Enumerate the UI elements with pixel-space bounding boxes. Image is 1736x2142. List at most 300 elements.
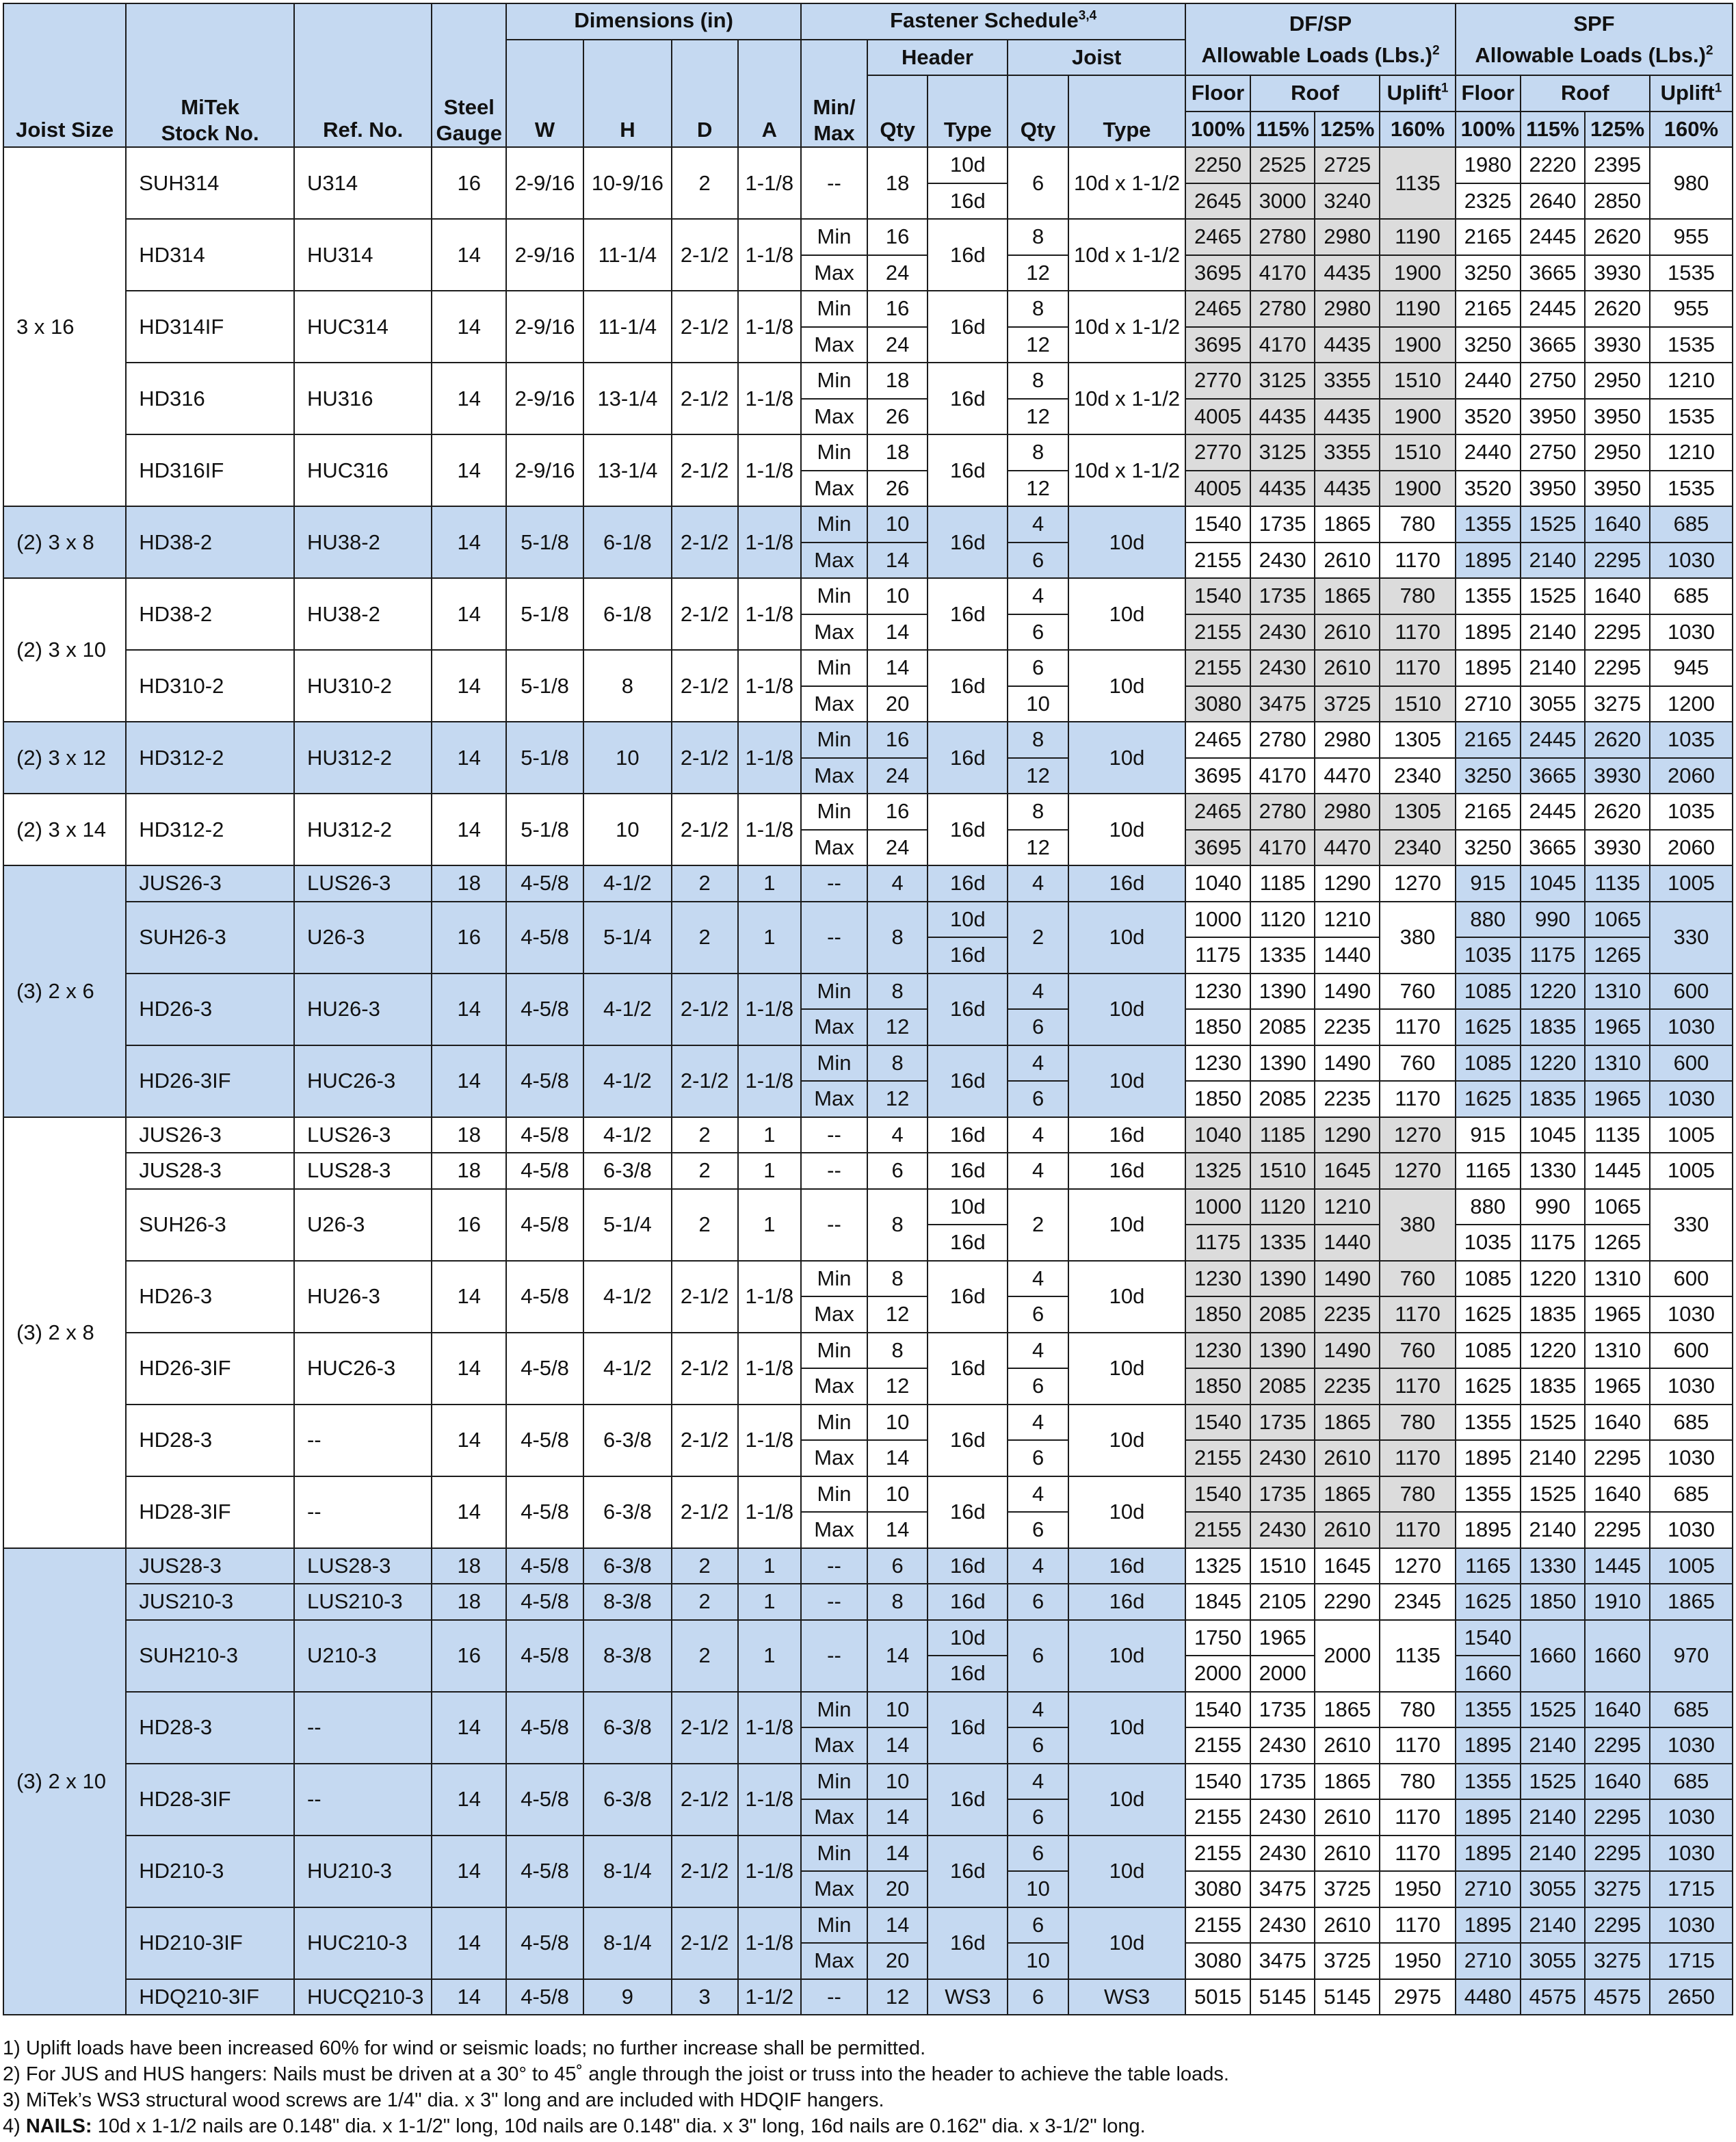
spf-uplift-cell: 1030: [1650, 1512, 1733, 1548]
joist-type-cell: 10d: [1068, 506, 1185, 578]
dfsp-load-cell: 2610: [1315, 650, 1380, 686]
gauge-cell: 14: [432, 363, 506, 434]
spf-load-cell: 1135: [1585, 1117, 1650, 1153]
dfsp-load-cell: 4435: [1315, 327, 1380, 363]
spf-load-cell: 1355: [1456, 1692, 1521, 1728]
spf-load-cell: 2140: [1521, 614, 1586, 651]
joist-qty-cell: 4: [1008, 1764, 1068, 1800]
dim-h-cell: 6-1/8: [583, 506, 672, 578]
dim-d-cell: 2-1/2: [672, 1692, 738, 1764]
dim-a-cell: 1-1/2: [738, 1979, 802, 2015]
dfsp-load-cell: 1490: [1315, 1261, 1380, 1297]
dfsp-load-cell: 2780: [1250, 794, 1315, 830]
joist-type-cell: 10d: [1068, 1405, 1185, 1476]
fastener-schedule-sup: 3,4: [1078, 8, 1097, 23]
joist-qty-cell: 12: [1008, 327, 1068, 363]
dfsp-uplift-cell: 780: [1380, 1476, 1456, 1513]
joist-type-cell: 10d: [1068, 1476, 1185, 1548]
stock-no-cell: HD316IF: [126, 434, 294, 506]
spf-load-cell: 2750: [1521, 363, 1586, 399]
dim-d-cell: 2: [672, 1117, 738, 1153]
spf-load-cell: 1835: [1521, 1368, 1586, 1405]
spf-header: [1456, 3, 1733, 75]
spf-load-cell: 1965: [1585, 1368, 1650, 1405]
spf-load-cell: 1330: [1521, 1153, 1586, 1189]
spf-load-cell: 880: [1456, 902, 1521, 938]
dim-h-cell: 6-3/8: [583, 1692, 672, 1764]
dim-d-cell: 2: [672, 902, 738, 974]
spf-uplift-cell: 685: [1650, 1764, 1733, 1800]
spf-load-cell: 1355: [1456, 1476, 1521, 1513]
dfsp-load-cell: 2980: [1315, 794, 1380, 830]
dim-w-cell: 2-9/16: [506, 434, 583, 506]
ref-no-cell: HU312-2: [294, 794, 432, 865]
spf-uplift-cell: 1035: [1650, 722, 1733, 758]
dim-d-cell: 2-1/2: [672, 1836, 738, 1907]
dfsp-load-cell: 4470: [1315, 758, 1380, 794]
min-max-cell: Min: [801, 974, 867, 1010]
dfsp-uplift-cell: 760: [1380, 1333, 1456, 1369]
ref-no-cell: HUC314: [294, 291, 432, 363]
gauge-cell: 14: [432, 506, 506, 578]
ref-no-cell: HUC26-3: [294, 1045, 432, 1117]
joist-qty-cell: 6: [1008, 1440, 1068, 1476]
dim-h-cell: 4-1/2: [583, 974, 672, 1045]
header-qty-cell: 24: [867, 830, 928, 866]
dfsp-load-cell: 1965: [1250, 1620, 1315, 1656]
ref-no-cell: HU38-2: [294, 506, 432, 578]
dfsp-load-cell: 1850: [1185, 1368, 1250, 1405]
header-qty-cell: 24: [867, 255, 928, 291]
spf-roof-header: Roof: [1521, 75, 1650, 112]
header-type-cell: WS3: [928, 1979, 1008, 2015]
dfsp-load-cell: 2770: [1185, 363, 1250, 399]
header-type-cell: 16d: [928, 578, 1008, 650]
spf-load-cell: 2140: [1521, 1727, 1586, 1764]
dim-h-cell: 10: [583, 722, 672, 794]
spf-uplift-cell: 685: [1650, 578, 1733, 614]
joist-type-cell: 10d x 1-1/2: [1068, 291, 1185, 363]
header-qty-cell: 26: [867, 471, 928, 507]
dfsp-load-cell: 2780: [1250, 219, 1315, 255]
header-qty-cell: 14: [867, 1799, 928, 1836]
spf-load-cell: 990: [1521, 902, 1586, 938]
gauge-cell: 14: [432, 974, 506, 1045]
dfsp-load-cell: 1390: [1250, 1261, 1315, 1297]
dim-a-cell: 1-1/8: [738, 506, 802, 578]
spf-load-cell: 1910: [1585, 1584, 1650, 1620]
spf-uplift-sup: 1: [1714, 81, 1722, 96]
dim-a-cell: 1-1/8: [738, 147, 802, 219]
header-qty-cell: 10: [867, 1764, 928, 1800]
spf-load-cell: 2140: [1521, 543, 1586, 579]
joist-type-cell: 10d: [1068, 1836, 1185, 1907]
dfsp-uplift-cell: 1900: [1380, 255, 1456, 291]
min-max-cell: Max: [801, 1799, 867, 1836]
spf-load-cell: 3055: [1521, 1871, 1586, 1907]
min-max-cell: --: [801, 865, 867, 902]
dfsp-load-cell: 1335: [1250, 1225, 1315, 1261]
dfsp-allowable-sup: 2: [1432, 43, 1440, 58]
spf-load-cell: 1175: [1521, 1225, 1586, 1261]
dfsp-load-cell: 1865: [1315, 1692, 1380, 1728]
dim-a-cell: 1-1/8: [738, 291, 802, 363]
joist-size-cell: (2) 3 x 8: [3, 506, 126, 578]
dfsp-load-cell: 1120: [1250, 902, 1315, 938]
dfsp-uplift-cell: 380: [1380, 1189, 1456, 1261]
min-max-cell: Min: [801, 1045, 867, 1082]
spf-uplift-cell: 970: [1650, 1620, 1733, 1692]
spf-uplift-header: [1650, 75, 1733, 112]
ref-no-cell: HU316: [294, 363, 432, 434]
dfsp-load-cell: 4435: [1250, 399, 1315, 435]
dim-d-cell: 2-1/2: [672, 1045, 738, 1117]
dfsp-load-cell: 2430: [1250, 1440, 1315, 1476]
spf-load-cell: 3250: [1456, 830, 1521, 866]
spf-load-cell: 2140: [1521, 1440, 1586, 1476]
dim-w-cell: 5-1/8: [506, 722, 583, 794]
spf-uplift-cell: 600: [1650, 1261, 1733, 1297]
ref-no-cell: HUC210-3: [294, 1907, 432, 1979]
dfsp-load-cell: 2610: [1315, 1727, 1380, 1764]
spf-load-cell: 2295: [1585, 1440, 1650, 1476]
min-max-cell: --: [801, 1189, 867, 1261]
dfsp-load-cell: 1490: [1315, 974, 1380, 1010]
spf-load-cell: 3950: [1521, 399, 1586, 435]
header-type-cell: 16d: [928, 937, 1008, 974]
joist-qty-cell: 6: [1008, 1979, 1068, 2015]
dim-a-cell: 1: [738, 1620, 802, 1692]
ref-no-cell: --: [294, 1476, 432, 1548]
dfsp-load-cell: 1230: [1185, 1045, 1250, 1082]
spf-load-cell: 1640: [1585, 1692, 1650, 1728]
dfsp-load-cell: 1510: [1250, 1153, 1315, 1189]
spf-load-cell: 2950: [1585, 363, 1650, 399]
header-type-cell: 16d: [928, 1405, 1008, 1476]
min-max-cell: Max: [801, 1009, 867, 1045]
joist-type-cell: 16d: [1068, 1117, 1185, 1153]
dfsp-load-cell: 3355: [1315, 363, 1380, 399]
dim-d-cell: 2-1/2: [672, 794, 738, 865]
stock-no-cell: HD314: [126, 219, 294, 291]
header-type-header: Type: [928, 75, 1008, 147]
min-max-cell: Min: [801, 1333, 867, 1369]
spf-uplift-cell: 1535: [1650, 399, 1733, 435]
dfsp-load-cell: 2610: [1315, 1799, 1380, 1836]
dim-h-cell: 8-1/4: [583, 1836, 672, 1907]
spf-load-cell: 1625: [1456, 1081, 1521, 1117]
ref-no-cell: LUS26-3: [294, 865, 432, 902]
spf-uplift-cell: 600: [1650, 1333, 1733, 1369]
dfsp-uplift-cell: 1270: [1380, 1117, 1456, 1153]
stock-no-cell: HD210-3IF: [126, 1907, 294, 1979]
dim-d-cell: 2: [672, 147, 738, 219]
dfsp-uplift-cell: 1900: [1380, 399, 1456, 435]
min-max-cell: --: [801, 147, 867, 219]
table-row: [3, 1189, 1733, 1225]
dim-d-cell: 2-1/2: [672, 1764, 738, 1836]
joist-qty-cell: 6: [1008, 1620, 1068, 1692]
spf-title: SPF: [1573, 11, 1615, 36]
header-type-cell: 10d: [928, 1189, 1008, 1225]
spf-uplift-cell: 1030: [1650, 1368, 1733, 1405]
dfsp-load-cell: 3475: [1250, 686, 1315, 722]
spf-uplift-cell: 1715: [1650, 1871, 1733, 1907]
spf-load-cell: 3250: [1456, 327, 1521, 363]
dfsp-load-cell: 1750: [1185, 1620, 1250, 1656]
spf-uplift-cell: 1030: [1650, 543, 1733, 579]
dfsp-uplift-header: [1380, 75, 1456, 112]
stock-no-cell: HD316: [126, 363, 294, 434]
min-max-cell: Min: [801, 363, 867, 399]
dfsp-load-cell: 2465: [1185, 794, 1250, 830]
spf-load-cell: 2295: [1585, 1907, 1650, 1944]
spf-uplift-cell: 1005: [1650, 1153, 1733, 1189]
spf-load-cell: 3665: [1521, 255, 1586, 291]
joist-size-cell: (2) 3 x 12: [3, 722, 126, 794]
dim-a-cell: 1: [738, 1584, 802, 1620]
dim-d-cell: 2-1/2: [672, 1476, 738, 1548]
spf-load-cell: 1525: [1521, 578, 1586, 614]
stock-no-cell: HDQ210-3IF: [126, 1979, 294, 2015]
spf-load-cell: 1165: [1456, 1153, 1521, 1189]
joist-qty-cell: 10: [1008, 686, 1068, 722]
dfsp-load-cell: 2430: [1250, 1799, 1315, 1836]
min-max-cell: Min: [801, 1476, 867, 1513]
spf-uplift-cell: 685: [1650, 1476, 1733, 1513]
header-qty-cell: 8: [867, 1045, 928, 1082]
dim-h-cell: 8-1/4: [583, 1907, 672, 1979]
min-max-cell: Min: [801, 506, 867, 543]
dfsp-load-cell: 2525: [1250, 147, 1315, 183]
header-type-cell: 16d: [928, 722, 1008, 794]
table-row: [3, 434, 1733, 471]
joist-type-cell: 10d: [1068, 722, 1185, 794]
min-max-header: Min/ Max: [801, 40, 867, 148]
dim-w-cell: 4-5/8: [506, 1907, 583, 1979]
spf-load-cell: 2295: [1585, 1836, 1650, 1872]
joist-type-cell: WS3: [1068, 1979, 1185, 2015]
joist-size-cell: (2) 3 x 10: [3, 578, 126, 722]
dfsp-uplift-cell: 2975: [1380, 1979, 1456, 2015]
gauge-cell: 14: [432, 434, 506, 506]
spf-load-cell: 3930: [1585, 758, 1650, 794]
ref-no-cell: LUS28-3: [294, 1548, 432, 1584]
spf-load-cell: 3665: [1521, 758, 1586, 794]
spf-uplift-cell: 1030: [1650, 1727, 1733, 1764]
dfsp-uplift-cell: 1305: [1380, 722, 1456, 758]
spf-load-cell: 1835: [1521, 1296, 1586, 1333]
dfsp-uplift-cell: 1170: [1380, 614, 1456, 651]
spf-uplift-cell: 1200: [1650, 686, 1733, 722]
spf-load-cell: 1525: [1521, 1764, 1586, 1800]
spf-load-cell: 1660: [1585, 1620, 1650, 1692]
min-max-cell: --: [801, 1584, 867, 1620]
dim-a-cell: 1-1/8: [738, 1333, 802, 1405]
min-max-cell: Max: [801, 1368, 867, 1405]
dfsp-load-cell: 2610: [1315, 1440, 1380, 1476]
table-header: [3, 3, 1733, 147]
joist-type-cell: 10d: [1068, 794, 1185, 865]
spf-load-cell: 1525: [1521, 506, 1586, 543]
joist-type-cell: 10d: [1068, 974, 1185, 1045]
joist-qty-cell: 4: [1008, 865, 1068, 902]
spf-load-cell: 1660: [1456, 1656, 1521, 1692]
dfsp-load-cell: 1185: [1250, 865, 1315, 902]
gauge-cell: 14: [432, 578, 506, 650]
spf-load-cell: 3665: [1521, 830, 1586, 866]
joist-type-cell: 10d: [1068, 1692, 1185, 1764]
table-row: [3, 722, 1733, 758]
dfsp-header: [1185, 3, 1456, 75]
spf-load-cell: 915: [1456, 1117, 1521, 1153]
spf-load-cell: 1625: [1456, 1368, 1521, 1405]
mitek-stock-header: MiTek Stock No.: [126, 3, 294, 147]
header-type-cell: 16d: [928, 1584, 1008, 1620]
min-max-cell: Max: [801, 255, 867, 291]
header-qty-cell: 6: [867, 1153, 928, 1189]
min-max-cell: Min: [801, 1836, 867, 1872]
stock-no-cell: JUS26-3: [126, 1117, 294, 1153]
fastener-schedule-header: [801, 3, 1185, 40]
dim-w-cell: 2-9/16: [506, 147, 583, 219]
spf-load-cell: 2950: [1585, 434, 1650, 471]
min-max-cell: Max: [801, 1081, 867, 1117]
spf-load-cell: 2325: [1456, 183, 1521, 220]
dim-w-cell: 4-5/8: [506, 1836, 583, 1907]
min-max-cell: Min: [801, 578, 867, 614]
header-type-cell: 16d: [928, 650, 1008, 722]
spf-load-cell: 1135: [1585, 865, 1650, 902]
spf-load-cell: 2710: [1456, 1871, 1521, 1907]
spf-load-cell: 1165: [1456, 1548, 1521, 1584]
dim-w-cell: 4-5/8: [506, 1117, 583, 1153]
dim-h-cell: 6-1/8: [583, 578, 672, 650]
joist-qty-cell: 6: [1008, 1368, 1068, 1405]
gauge-cell: 14: [432, 1836, 506, 1907]
spf-load-cell: 3275: [1585, 1871, 1650, 1907]
dim-a-cell: 1: [738, 1548, 802, 1584]
stock-no-cell: HD28-3: [126, 1692, 294, 1764]
dim-d-cell: 2: [672, 1153, 738, 1189]
dim-h-cell: 6-3/8: [583, 1476, 672, 1548]
stock-no-cell: HD314IF: [126, 291, 294, 363]
dim-a-cell: 1-1/8: [738, 722, 802, 794]
dfsp-uplift-cell: 2345: [1380, 1584, 1456, 1620]
ref-no-header: Ref. No.: [294, 3, 432, 147]
spf-load-cell: 1895: [1456, 614, 1521, 651]
joist-size-cell: (2) 3 x 14: [3, 794, 126, 865]
dfsp-load-cell: 2610: [1315, 543, 1380, 579]
spf-load-cell: 2140: [1521, 1907, 1586, 1944]
spf-load-cell: 2620: [1585, 794, 1650, 830]
joist-qty-cell: 8: [1008, 219, 1068, 255]
dim-a-cell: 1-1/8: [738, 794, 802, 865]
gauge-cell: 14: [432, 219, 506, 291]
dim-a-cell: 1-1/8: [738, 974, 802, 1045]
joist-qty-cell: 8: [1008, 794, 1068, 830]
spf-uplift-cell: 685: [1650, 1692, 1733, 1728]
dfsp-floor-header: Floor: [1185, 75, 1250, 112]
dfsp-load-cell: 2430: [1250, 1836, 1315, 1872]
dfsp-load-cell: 2980: [1315, 291, 1380, 327]
footnote-1: 1) Uplift loads have been increased 60% for wind or seismic loads; no further increase shall be permitted.: [3, 2037, 926, 2059]
dim-w-cell: 4-5/8: [506, 1584, 583, 1620]
table-row: [3, 1045, 1733, 1082]
dfsp-uplift-cell: 1510: [1380, 363, 1456, 399]
footnotes: [3, 2035, 1726, 2139]
dim-d-cell: 2-1/2: [672, 650, 738, 722]
spf-load-cell: 2620: [1585, 722, 1650, 758]
spf-load-cell: 1660: [1521, 1620, 1586, 1692]
dim-d-cell: 2-1/2: [672, 506, 738, 578]
dfsp-pct-115: 115%: [1250, 112, 1315, 148]
dfsp-load-cell: 1850: [1185, 1009, 1250, 1045]
dfsp-uplift-cell: 1135: [1380, 1620, 1456, 1692]
spf-load-cell: 1330: [1521, 1548, 1586, 1584]
stock-no-cell: HD26-3IF: [126, 1333, 294, 1405]
header-qty-cell: 14: [867, 614, 928, 651]
joist-type-cell: 10d: [1068, 1333, 1185, 1405]
dim-a-cell: 1-1/8: [738, 219, 802, 291]
ref-no-cell: HUC26-3: [294, 1333, 432, 1405]
header-fastener-group: Header: [867, 40, 1008, 76]
dfsp-load-cell: 1390: [1250, 974, 1315, 1010]
spf-load-cell: 2445: [1521, 794, 1586, 830]
dfsp-load-cell: 2430: [1250, 1727, 1315, 1764]
spf-uplift-cell: 1030: [1650, 1440, 1733, 1476]
ref-no-cell: HU26-3: [294, 974, 432, 1045]
header-type-cell: 16d: [928, 865, 1008, 902]
ref-no-cell: HU38-2: [294, 578, 432, 650]
joist-qty-cell: 12: [1008, 255, 1068, 291]
ref-no-cell: U26-3: [294, 1189, 432, 1261]
joist-type-cell: 10d: [1068, 1189, 1185, 1261]
dfsp-title: DF/SP: [1289, 11, 1352, 36]
stock-no-cell: HD38-2: [126, 578, 294, 650]
header-type-cell: 16d: [928, 183, 1008, 220]
dim-w-cell: 4-5/8: [506, 1620, 583, 1692]
spf-load-cell: 1835: [1521, 1009, 1586, 1045]
dfsp-load-cell: 2290: [1315, 1584, 1380, 1620]
ref-no-cell: LUS28-3: [294, 1153, 432, 1189]
spf-uplift-cell: 1535: [1650, 255, 1733, 291]
spf-uplift-cell: 1030: [1650, 1081, 1733, 1117]
dfsp-load-cell: 1645: [1315, 1548, 1380, 1584]
ref-no-cell: LUS26-3: [294, 1117, 432, 1153]
spf-load-cell: 1085: [1456, 974, 1521, 1010]
dfsp-load-cell: 1735: [1250, 1405, 1315, 1441]
header-type-cell: 10d: [928, 902, 1008, 938]
dfsp-load-cell: 1540: [1185, 1405, 1250, 1441]
dfsp-load-cell: 1865: [1315, 1764, 1380, 1800]
header-qty-cell: 14: [867, 1836, 928, 1872]
dim-w-cell: 4-5/8: [506, 1333, 583, 1405]
dfsp-load-cell: 4170: [1250, 327, 1315, 363]
dfsp-load-cell: 1440: [1315, 937, 1380, 974]
spf-allowable-sup: 2: [1705, 43, 1713, 58]
spf-load-cell: 880: [1456, 1189, 1521, 1225]
header-qty-cell: 16: [867, 291, 928, 327]
dim-a-cell: 1-1/8: [738, 434, 802, 506]
header-qty-cell: 8: [867, 1189, 928, 1261]
dfsp-load-cell: 3695: [1185, 327, 1250, 363]
table-row: [3, 1405, 1733, 1441]
dim-a-cell: 1: [738, 865, 802, 902]
min-max-cell: Min: [801, 1692, 867, 1728]
spf-load-cell: 1035: [1456, 937, 1521, 974]
spf-load-cell: 1220: [1521, 1333, 1586, 1369]
